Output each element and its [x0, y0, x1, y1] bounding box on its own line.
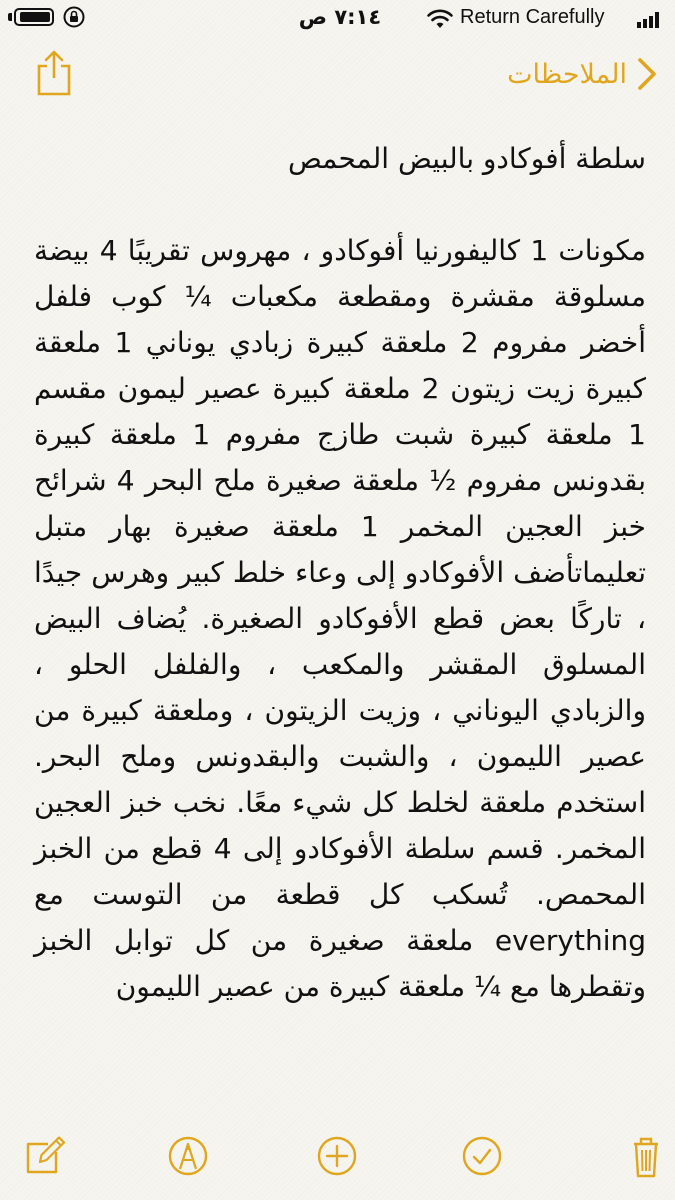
add-icon [307, 1126, 367, 1186]
checklist-icon [452, 1126, 512, 1186]
wifi-icon [426, 8, 454, 30]
add-button[interactable] [307, 1126, 367, 1186]
bottom-toolbar [0, 1120, 675, 1200]
status-bar [0, 0, 675, 40]
battery-icon [14, 8, 54, 26]
compose-icon [14, 1126, 74, 1186]
carrier-name: Return Carefully [460, 6, 605, 28]
battery-tip [8, 13, 12, 21]
signal-strength-icon [636, 9, 664, 29]
navigation-bar [0, 42, 675, 108]
back-to-notes-button[interactable] [507, 52, 657, 96]
compose-button[interactable] [14, 1126, 74, 1186]
delete-note-button[interactable] [616, 1126, 675, 1186]
status-time: ٧:١٤ ص [298, 5, 382, 29]
note-body-text: مكونات 1 كاليفورنيا أفوكادو ، مهروس تقريبًا 4 بيضة مسلوقة مقشرة ومقطعة مكعبات ¼ كوب فلفل أخضر مفروم 2 ملعقة كبيرة زبادي يوناني 1 ملعقة كبيرة زيت زيتون 2 ملعقة كبيرة عصير ليمون مقسم 1 ملعقة كبيرة شبت طازج مفروم 1 ملعقة كبيرة بقدونس مفروم ½ ملعقة صغيرة ملح البحر 4 شرائح خبز العجين المخمر 1 ملعقة صغيرة بهار متبل تعليماتأضف الأفوكادو إلى وعاء خلط كبير وهرس جيدًا ، تاركًا بعض قطع الأفوكادو الصغيرة. يُضاف البيض المسلوق المقشر والمكعب ، والفلفل الحلو ، والزبادي اليوناني ، وزيت الزيتون ، وملعقة كبيرة من عصير الليمون ، والشبت والبقدونس وملح البحر. استخدم ملعقة لخلط كل شيء معًا. نخب خبز العجين المخمر. قسم سلطة الأفوكادو إلى 4 قطع من الخبز المحمص. تُسكب كل قطعة من التوست مع everything ملعقة صغيرة من كل توابل الخبز وتقطرها مع ¼ ملعقة كبيرة من عصير الليمون [34, 234, 647, 1003]
checklist-button[interactable] [452, 1126, 512, 1186]
battery-level [20, 12, 50, 22]
share-button[interactable] [28, 44, 82, 100]
trash-icon [616, 1126, 675, 1186]
note-title: سلطة أفوكادو بالبيض المحمص [287, 142, 646, 175]
share-icon [28, 44, 82, 100]
rotation-lock-icon [62, 5, 86, 29]
back-label: الملاحظات [507, 58, 627, 90]
markup-icon [158, 1126, 218, 1186]
chevron-right-icon [637, 57, 657, 91]
markup-button[interactable] [158, 1126, 218, 1186]
note-editor[interactable] [34, 136, 647, 1003]
